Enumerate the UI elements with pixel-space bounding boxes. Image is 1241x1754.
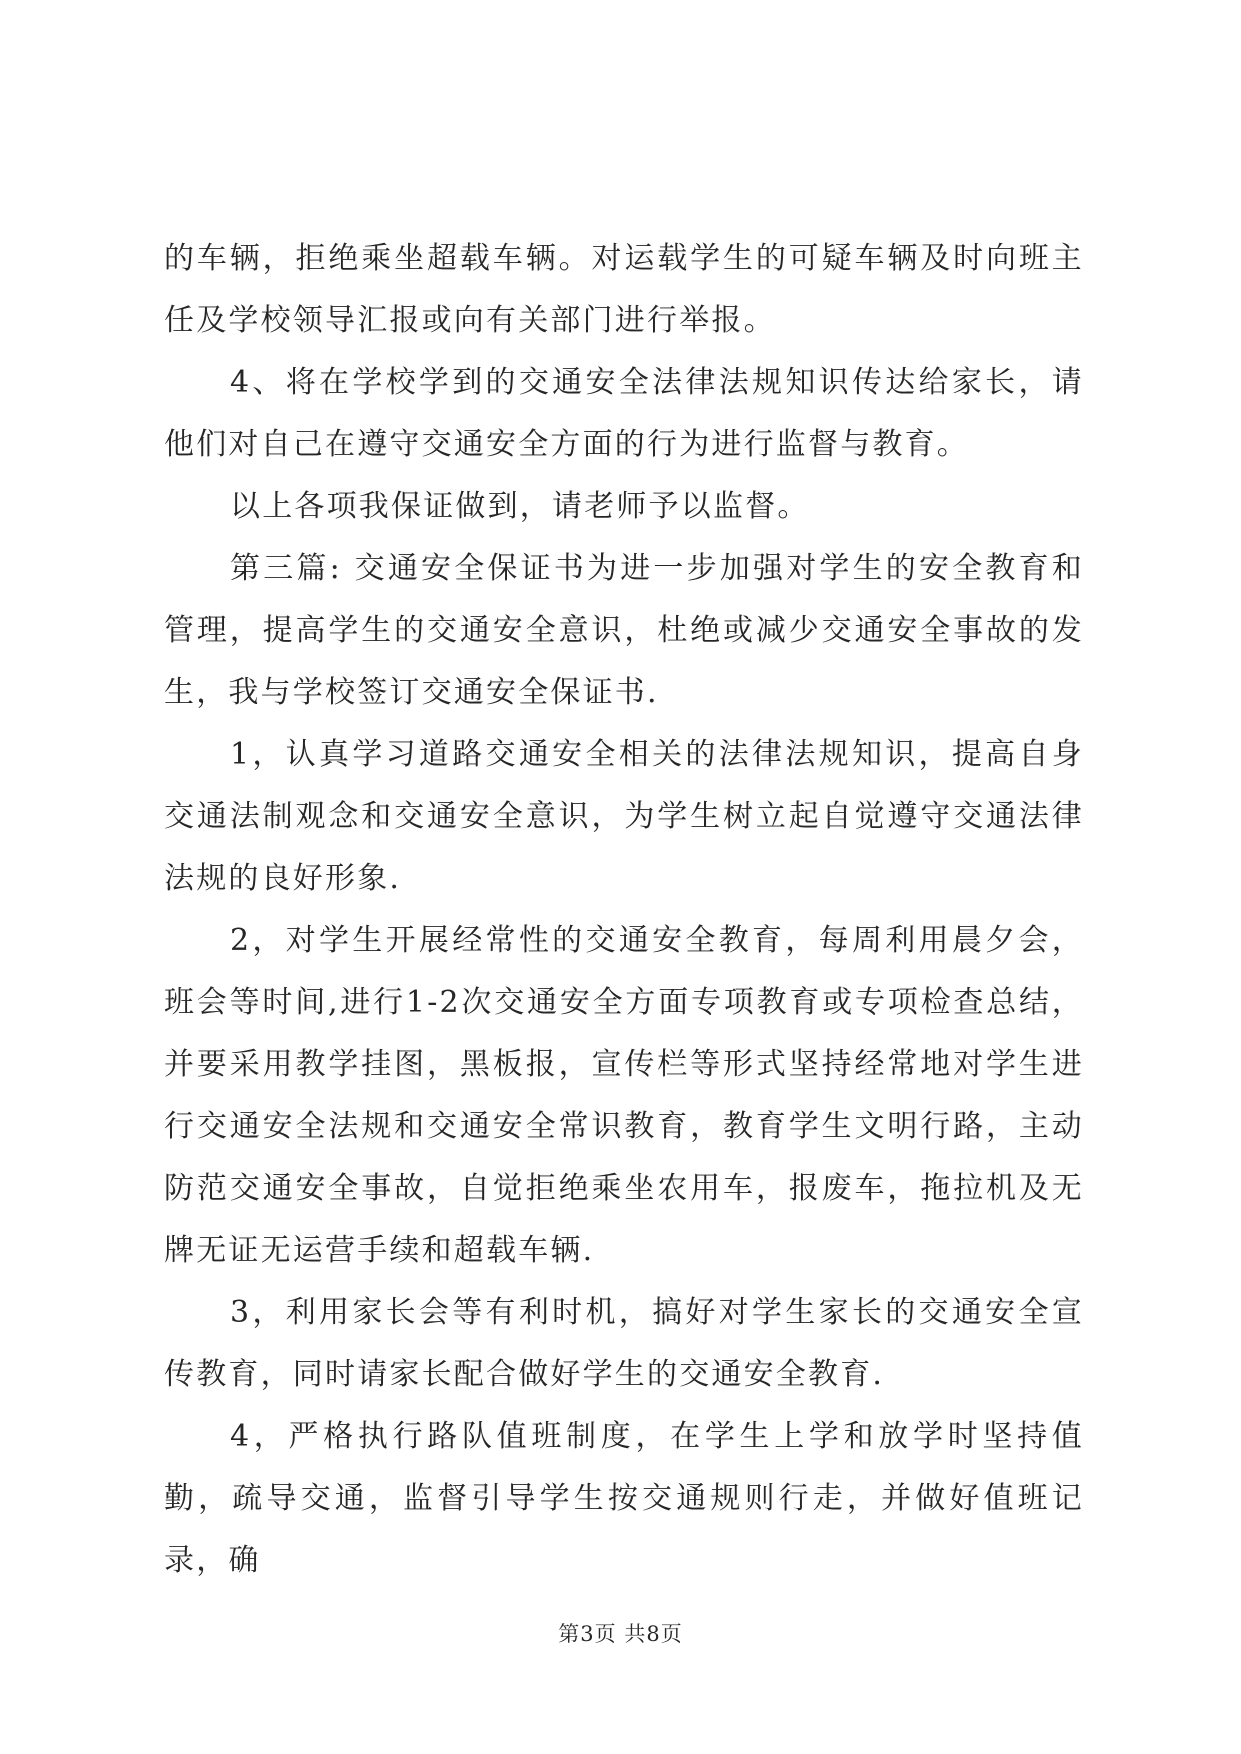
page-number-footer: 第3页 共8页: [558, 1622, 683, 1646]
paragraph-item-4-parents: 4、将在学校学到的交通安全法律法规知识传达给家长，请他们对自己在遵守交通安全方面的行为进行监督与教育。: [164, 365, 1084, 462]
paragraph-part-three-intro: 第三篇: 交通安全保证书为进一步加强对学生的安全教育和管理，提高学生的交通安全意识，杜绝或减少交通安全事故的发生，我与学校签订交通安全保证书.: [164, 551, 1084, 710]
paragraph-pledge: 以上各项我保证做到，请老师予以监督。: [230, 489, 810, 524]
paragraph-item-2: 2，对学生开展经常性的交通安全教育，每周利用晨夕会，班会等时间,进行1-2次交通安全方面专项教育或专项检查总结，并要采用教学挂图，黑板报，宣传栏等形式坚持经常地对学生进行交通安全法规和交通安全常识教育，教育学生文明行路，主动防范交通安全事故，自觉拒绝乘坐农用车，报废车，拖拉机及无牌无证无运营手续和超载车辆.: [164, 923, 1084, 1268]
paragraph-item-4-duty: 4，严格执行路队值班制度，在学生上学和放学时坚持值勤，疏导交通，监督引导学生按交通规则行走，并做好值班记录，确: [164, 1419, 1084, 1578]
paragraph-continuation: 的车辆，拒绝乘坐超载车辆。对运载学生的可疑车辆及时向班主任及学校领导汇报或向有关部门进行举报。: [164, 241, 1084, 338]
paragraph-item-3: 3，利用家长会等有利时机，搞好对学生家长的交通安全宣传教育，同时请家长配合做好学生的交通安全教育.: [164, 1295, 1084, 1392]
paragraph-item-1: 1，认真学习道路交通安全相关的法律法规知识，提高自身交通法制观念和交通安全意识，为学生树立起自觉遵守交通法律法规的良好形象.: [164, 737, 1084, 896]
document-body: [164, 228, 1084, 1592]
